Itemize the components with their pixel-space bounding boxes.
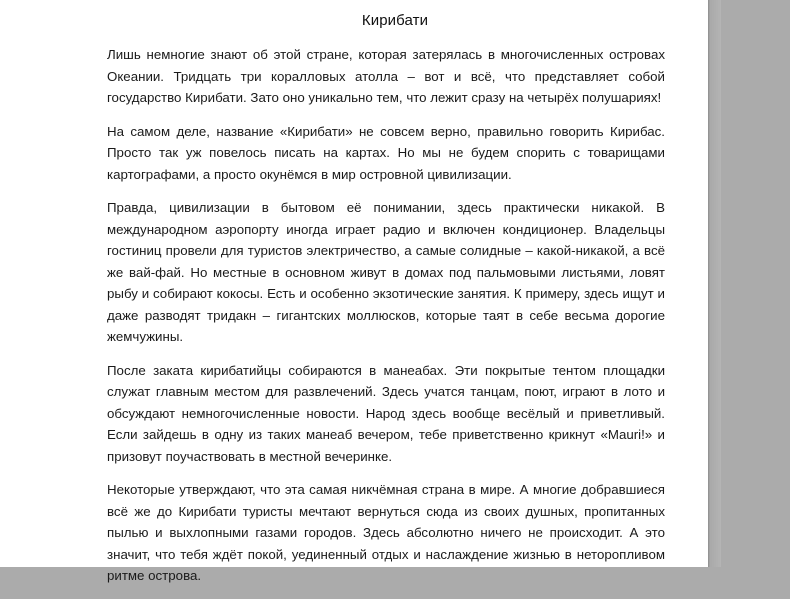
text-line: картографами, а просто окунёмся в мир островной цивилизации. — [107, 166, 512, 182]
paragraph-3 — [107, 197, 665, 348]
document-title: Кирибати — [361, 12, 429, 29]
text-line: гостиниц провели для туристов электричество, а самые солидные – какой-никакой, а всё — [107, 243, 665, 258]
text-line: призовут поучаствовать в местной вечеринке. — [107, 448, 393, 464]
text-line: значит, что тебя ждёт покой, уединенный отдых и наслаждение жизнью в неторопливом — [107, 546, 665, 562]
text-line: служат главным местом для развлечений. Здесь учатся танцам, поют, играют в лото и — [107, 384, 665, 399]
paragraph-4 — [107, 360, 665, 468]
text-line: пылью и выхлопными газами городов. Здесь абсолютно ничего не происходит. А это — [107, 525, 665, 540]
paragraph-5 — [107, 479, 665, 587]
text-line: жемчужины. — [107, 329, 184, 344]
text-line: рыбу и собирают кокосы. Есть и особенно экзотические занятия. К примеру, здесь ищут и — [107, 286, 665, 301]
text-line: Просто так уж повелось писать на картах. Но мы не будем спорить с товарищами — [107, 145, 665, 160]
text-line: Некоторые утверждают, что эта самая никчёмная страна в мире. А многие добравшиеся — [107, 482, 665, 497]
text-line: Океании. Тридцать три коралловых атолла – вот и всё, что представляет собой — [107, 68, 665, 84]
workspace-background — [708, 0, 721, 567]
text-line: На самом деле, название «Кирибати» не совсем верно, правильно говорить Кирибас. — [107, 123, 665, 139]
text-line: Правда, цивилизации в бытовом её понимании, здесь практически никакой. В — [107, 200, 665, 215]
text-line: даже разводят тридакн – гигантских моллюсков, которые таят в себе весьма дорогие — [107, 307, 665, 323]
text-line: Лишь немногие знают об этой стране, которая затерялась в многочисленных островах — [107, 47, 665, 62]
text-line: же вай-фай. Но местные в основном живут в домах под пальмовыми листьями, ловят — [107, 264, 665, 280]
text-line: обсуждают немногочисленные новости. Народ здесь вообще весёлый и приветливый. — [107, 405, 665, 421]
paragraph-1 — [107, 44, 665, 109]
text-line: После заката кирибатийцы собираются в манеабах. Эти покрытые тентом площадки — [107, 362, 665, 378]
text-line: ритме острова. — [107, 568, 202, 583]
text-line: всё же до Кирибати туристы мечтают вернуться сюда из своих душных, пропитанных — [107, 503, 665, 519]
document-body[interactable] — [107, 44, 665, 599]
text-line: государство Кирибати. Зато оно уникально тем, что лежит сразу на четырёх полушариях! — [107, 90, 662, 105]
text-line: Если зайдешь в одну из таких манеаб вечером, тебе приветственно крикнут «Mauri!» и — [107, 427, 665, 442]
paragraph-2 — [107, 121, 665, 186]
text-line: международном аэропорту иногда играет радио и включен кондиционер. Владельцы — [107, 221, 665, 237]
